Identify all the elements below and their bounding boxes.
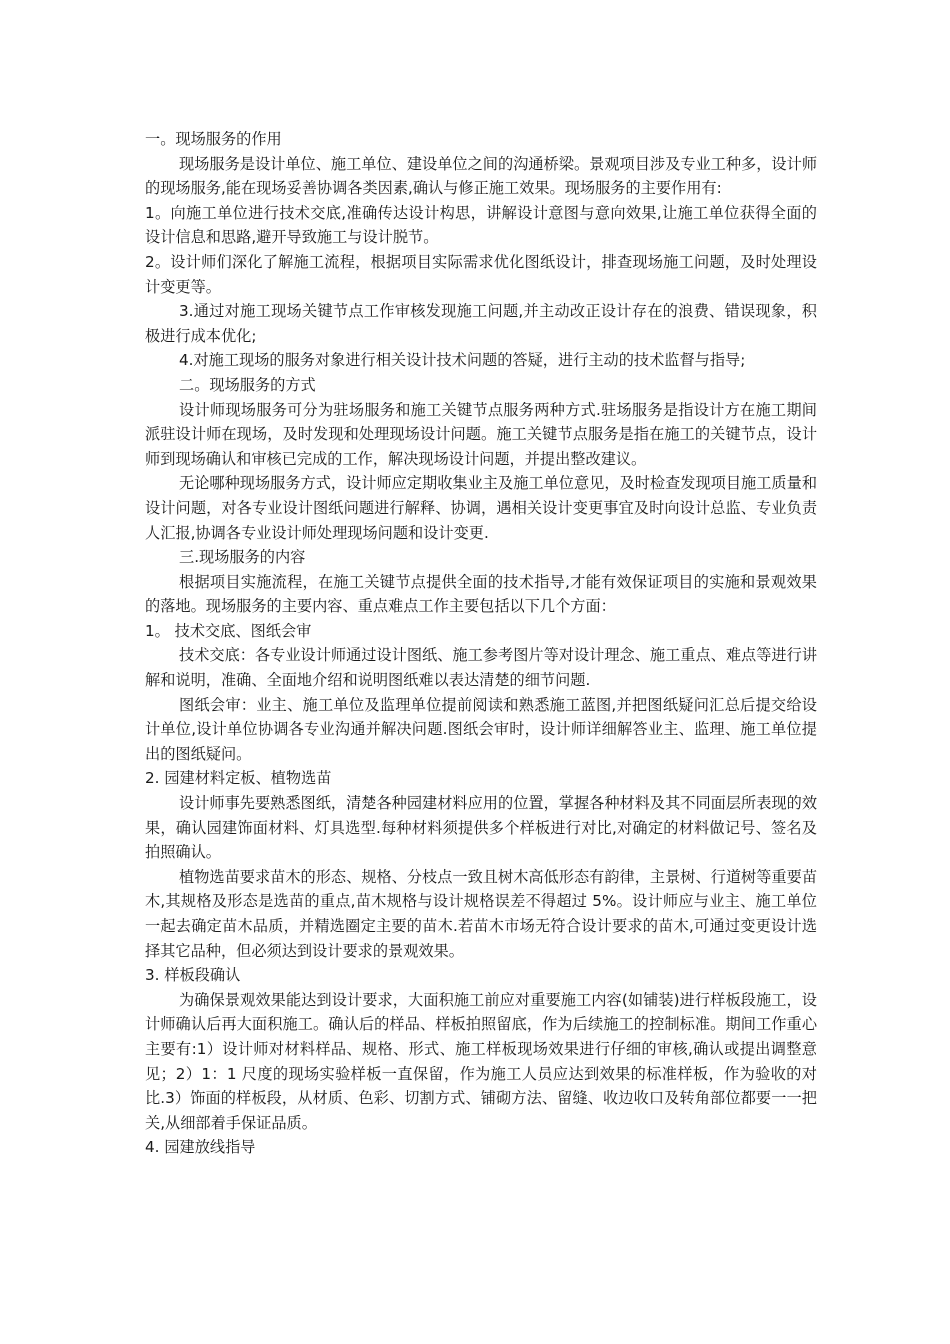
subsection-heading: 2. 园建材料定板、植物选苗 — [145, 769, 332, 788]
paragraph: 设计师现场服务可分为驻场服务和施工关键节点服务两种方式.驻场服务是指设计方在施工期间派驻设计师在现场，及时发现和处理现场设计问题。施工关键节点服务是指在施工的关键节点，设计师到现场确认和审核已完成的工作，解决现场设计问题，并提出整改建议。 — [145, 400, 817, 468]
paragraph: 为确保景观效果能达到设计要求，大面积施工前应对重要施工内容(如铺装)进行样板段施工，设计师确认后再大面积施工。确认后的样品、样板拍照留底，作为后续施工的控制标准。期间工作重心主要有:1）设计师对材料样品、规格、形式、施工样板现场效果进行仔细的审核,确认或提出调整意见；2）1：1 尺度的现场实验样板一直保留，作为施工人员应达到效果的标准样板，作为验收的对比.3）饰面的样板段，从材质、色彩、切割方式、铺砌方法、留缝、收边收口及转角部位都要一一把关,从细部着手保证品质。 — [145, 990, 817, 1132]
list-item: 3.通过对施工现场关键节点工作审核发现施工问题,并主动改正设计存在的浪费、错误现象，积极进行成本优化; — [145, 302, 817, 345]
paragraph: 植物选苗要求苗木的形态、规格、分枝点一致且树木高低形态有韵律，主景树、行道树等重要苗木,其规格及形态是选苗的重点,苗木规格与设计规格误差不得超过 5%。设计师应与业主、施工单位一起去确定苗木品质，并精选圈定主要的苗木.若苗木市场无符合设计要求的苗木,可通过变更设计选择其它品种，但必须达到设计要求的景观效果。 — [145, 867, 817, 960]
subsection-heading: 4. 园建放线指导 — [145, 1138, 256, 1157]
list-item: 4.对施工现场的服务对象进行相关设计技术问题的答疑，进行主动的技术监督与指导; — [179, 351, 746, 370]
paragraph: 根据项目实施流程，在施工关键节点提供全面的技术指导,才能有效保证项目的实施和景观效果的落地。现场服务的主要内容、重点难点工作主要包括以下几个方面： — [145, 572, 817, 616]
section-heading-3: 三.现场服务的内容 — [179, 548, 306, 567]
paragraph: 设计师事先要熟悉图纸，清楚各种园建材料应用的位置，掌握各种材料及其不同面层所表现的效果，确认园建饰面材料、灯具选型.每种材料须提供多个样板进行对比,对确定的材料做记号、签名及拍照确认。 — [145, 794, 817, 862]
subsection-heading: 3. 样板段确认 — [145, 966, 241, 985]
section-heading-1: 一。现场服务的作用 — [145, 130, 282, 148]
section-heading-2: 二。现场服务的方式 — [179, 375, 316, 394]
subsection-heading: 1。 技术交底、图纸会审 — [145, 621, 312, 640]
list-item: 2。设计师们深化了解施工流程，根据项目实际需求优化图纸设计，排查现场施工问题，及时处理设计变更等。 — [145, 252, 817, 296]
paragraph: 现场服务是设计单位、施工单位、建设单位之间的沟通桥梁。景观项目涉及专业工种多，设计师的现场服务,能在现场妥善协调各类因素,确认与修正施工效果。现场服务的主要作用有: — [145, 154, 817, 198]
document-body — [145, 127, 817, 1160]
list-item: 1。向施工单位进行技术交底,准确传达设计构思，讲解设计意图与意向效果,让施工单位获得全面的设计信息和思路,避开导致施工与设计脱节。 — [145, 203, 817, 247]
paragraph: 技术交底：各专业设计师通过设计图纸、施工参考图片等对设计理念、施工重点、难点等进行讲解和说明，准确、全面地介绍和说明图纸难以表达清楚的细节问题. — [145, 646, 817, 690]
paragraph: 图纸会审：业主、施工单位及监理单位提前阅读和熟悉施工蓝图,并把图纸疑问汇总后提交给设计单位,设计单位协调各专业沟通并解决问题.图纸会审时，设计师详细解答业主、监理、施工单位提出的图纸疑问。 — [145, 695, 817, 763]
paragraph: 无论哪种现场服务方式，设计师应定期收集业主及施工单位意见，及时检查发现项目施工质量和设计问题，对各专业设计图纸问题进行解释、协调，遇相关设计变更事宜及时向设计总监、专业负责人汇报,协调各专业设计师处理现场问题和设计变更. — [145, 474, 817, 542]
